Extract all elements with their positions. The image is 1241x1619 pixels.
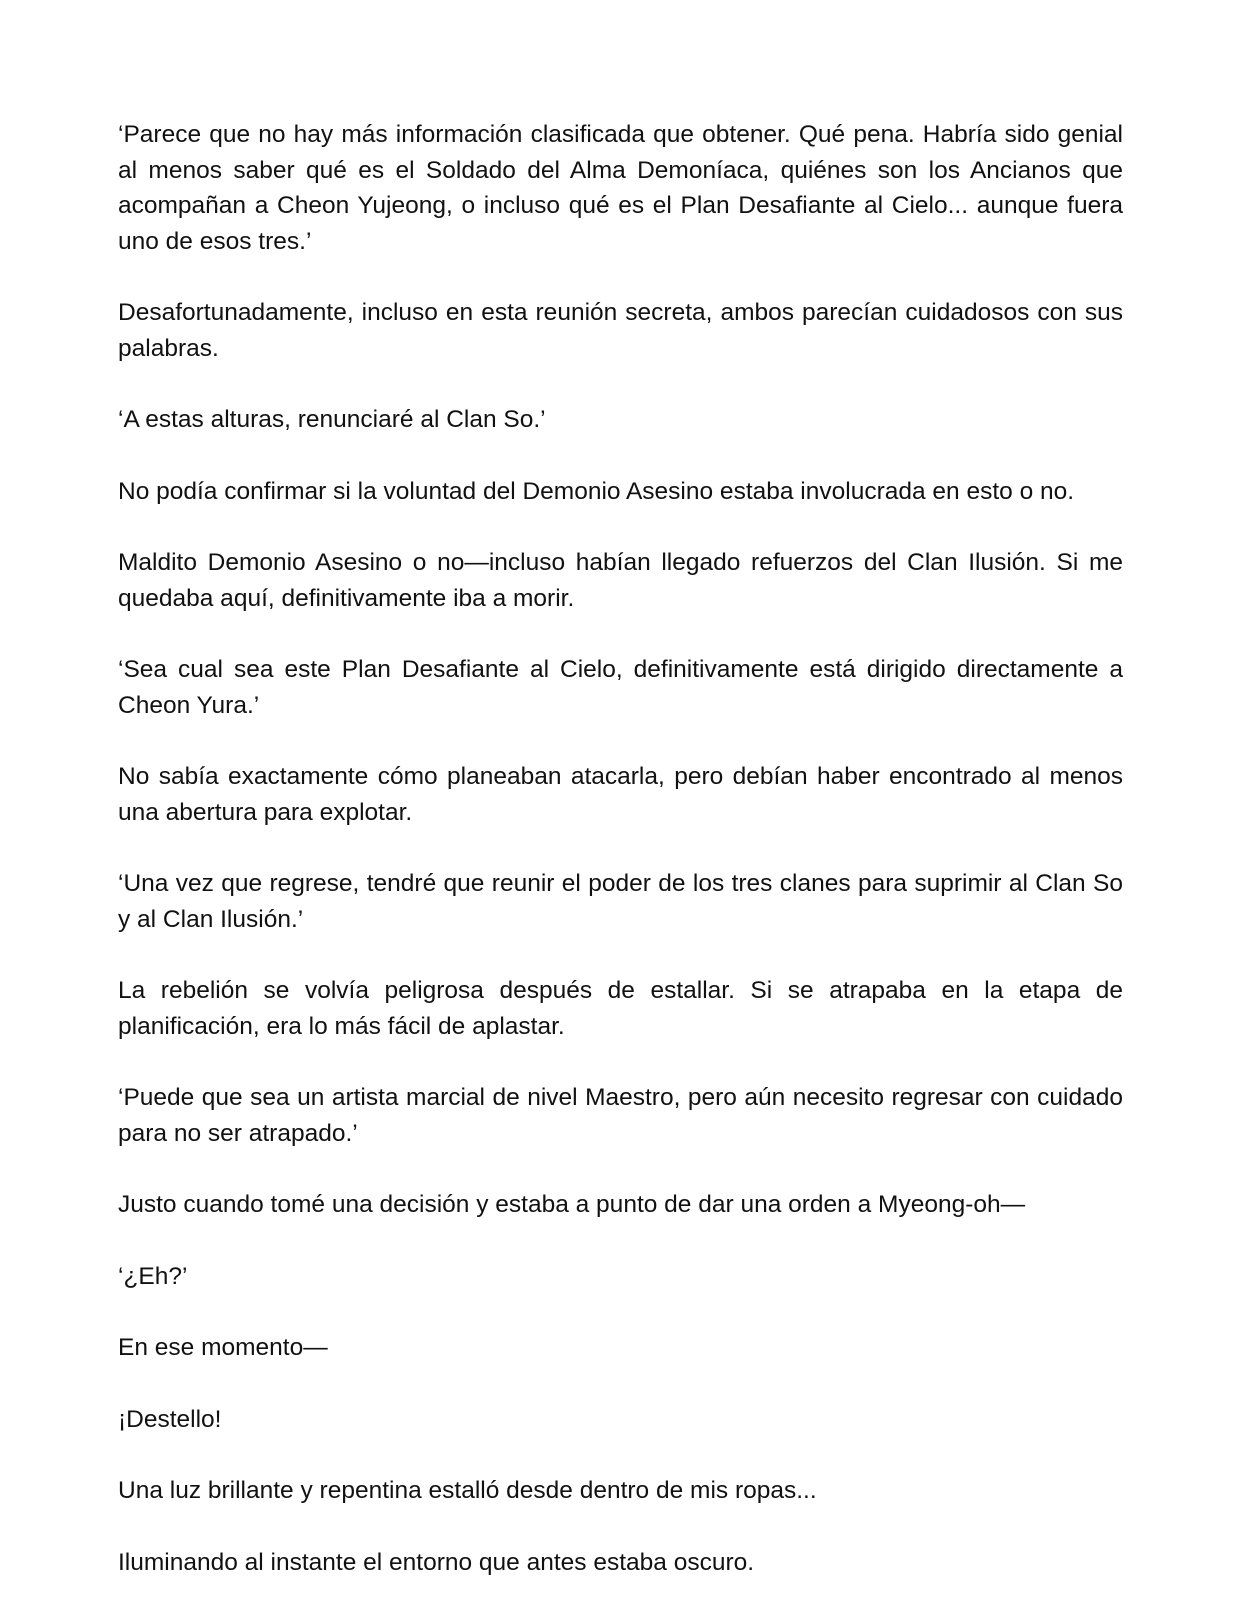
paragraph-4: No podía confirmar si la voluntad del Demonio Asesino estaba involucrada en esto o no. bbox=[118, 477, 1075, 505]
paragraph-8: ‘Una vez que regrese, tendré que reunir el poder de los tres clanes para suprimir al Clan So y al Clan Ilusión.’ bbox=[118, 870, 1123, 933]
paragraph-12: ‘¿Eh?’ bbox=[118, 1262, 188, 1290]
paragraph-1: ‘Parece que no hay más información clasificada que obtener. Qué pena. Habría sido genial al menos saber qué es el Soldado del Alma Demoníaca, quiénes son los Ancianos que acompañan a Cheon Yujeong, o incluso qué es el Plan Desafiante al Cielo... aunque fuera uno de esos tres.’ bbox=[118, 121, 1123, 255]
paragraph-13: En ese momento— bbox=[118, 1334, 328, 1361]
paragraph-9: La rebelión se volvía peligrosa después de estallar. Si se atrapaba en la etapa de planificación, era lo más fácil de aplastar. bbox=[118, 977, 1123, 1040]
paragraph-10: ‘Puede que sea un artista marcial de nivel Maestro, pero aún necesito regresar con cuidado para no ser atrapado.’ bbox=[118, 1084, 1123, 1147]
paragraph-6: ‘Sea cual sea este Plan Desafiante al Cielo, definitivamente está dirigido directamente a Cheon Yura.’ bbox=[118, 656, 1123, 719]
document-page bbox=[118, 117, 1123, 1616]
paragraph-5: Maldito Demonio Asesino o no—incluso habían llegado refuerzos del Clan Ilusión. Si me quedaba aquí, definitivamente iba a morir. bbox=[118, 549, 1123, 612]
paragraph-15: Una luz brillante y repentina estalló desde dentro de mis ropas... bbox=[118, 1477, 817, 1504]
paragraph-16: Iluminando al instante el entorno que antes estaba oscuro. bbox=[118, 1548, 755, 1576]
paragraph-2: Desafortunadamente, incluso en esta reunión secreta, ambos parecían cuidadosos con sus palabras. bbox=[118, 299, 1123, 362]
paragraph-7: No sabía exactamente cómo planeaban atacarla, pero debían haber encontrado al menos una abertura para explotar. bbox=[118, 763, 1123, 826]
paragraph-14: ¡Destello! bbox=[118, 1405, 222, 1433]
paragraph-3: ‘A estas alturas, renunciaré al Clan So.’ bbox=[118, 406, 546, 433]
paragraph-11: Justo cuando tomé una decisión y estaba a punto de dar una orden a Myeong-oh— bbox=[118, 1191, 1026, 1218]
